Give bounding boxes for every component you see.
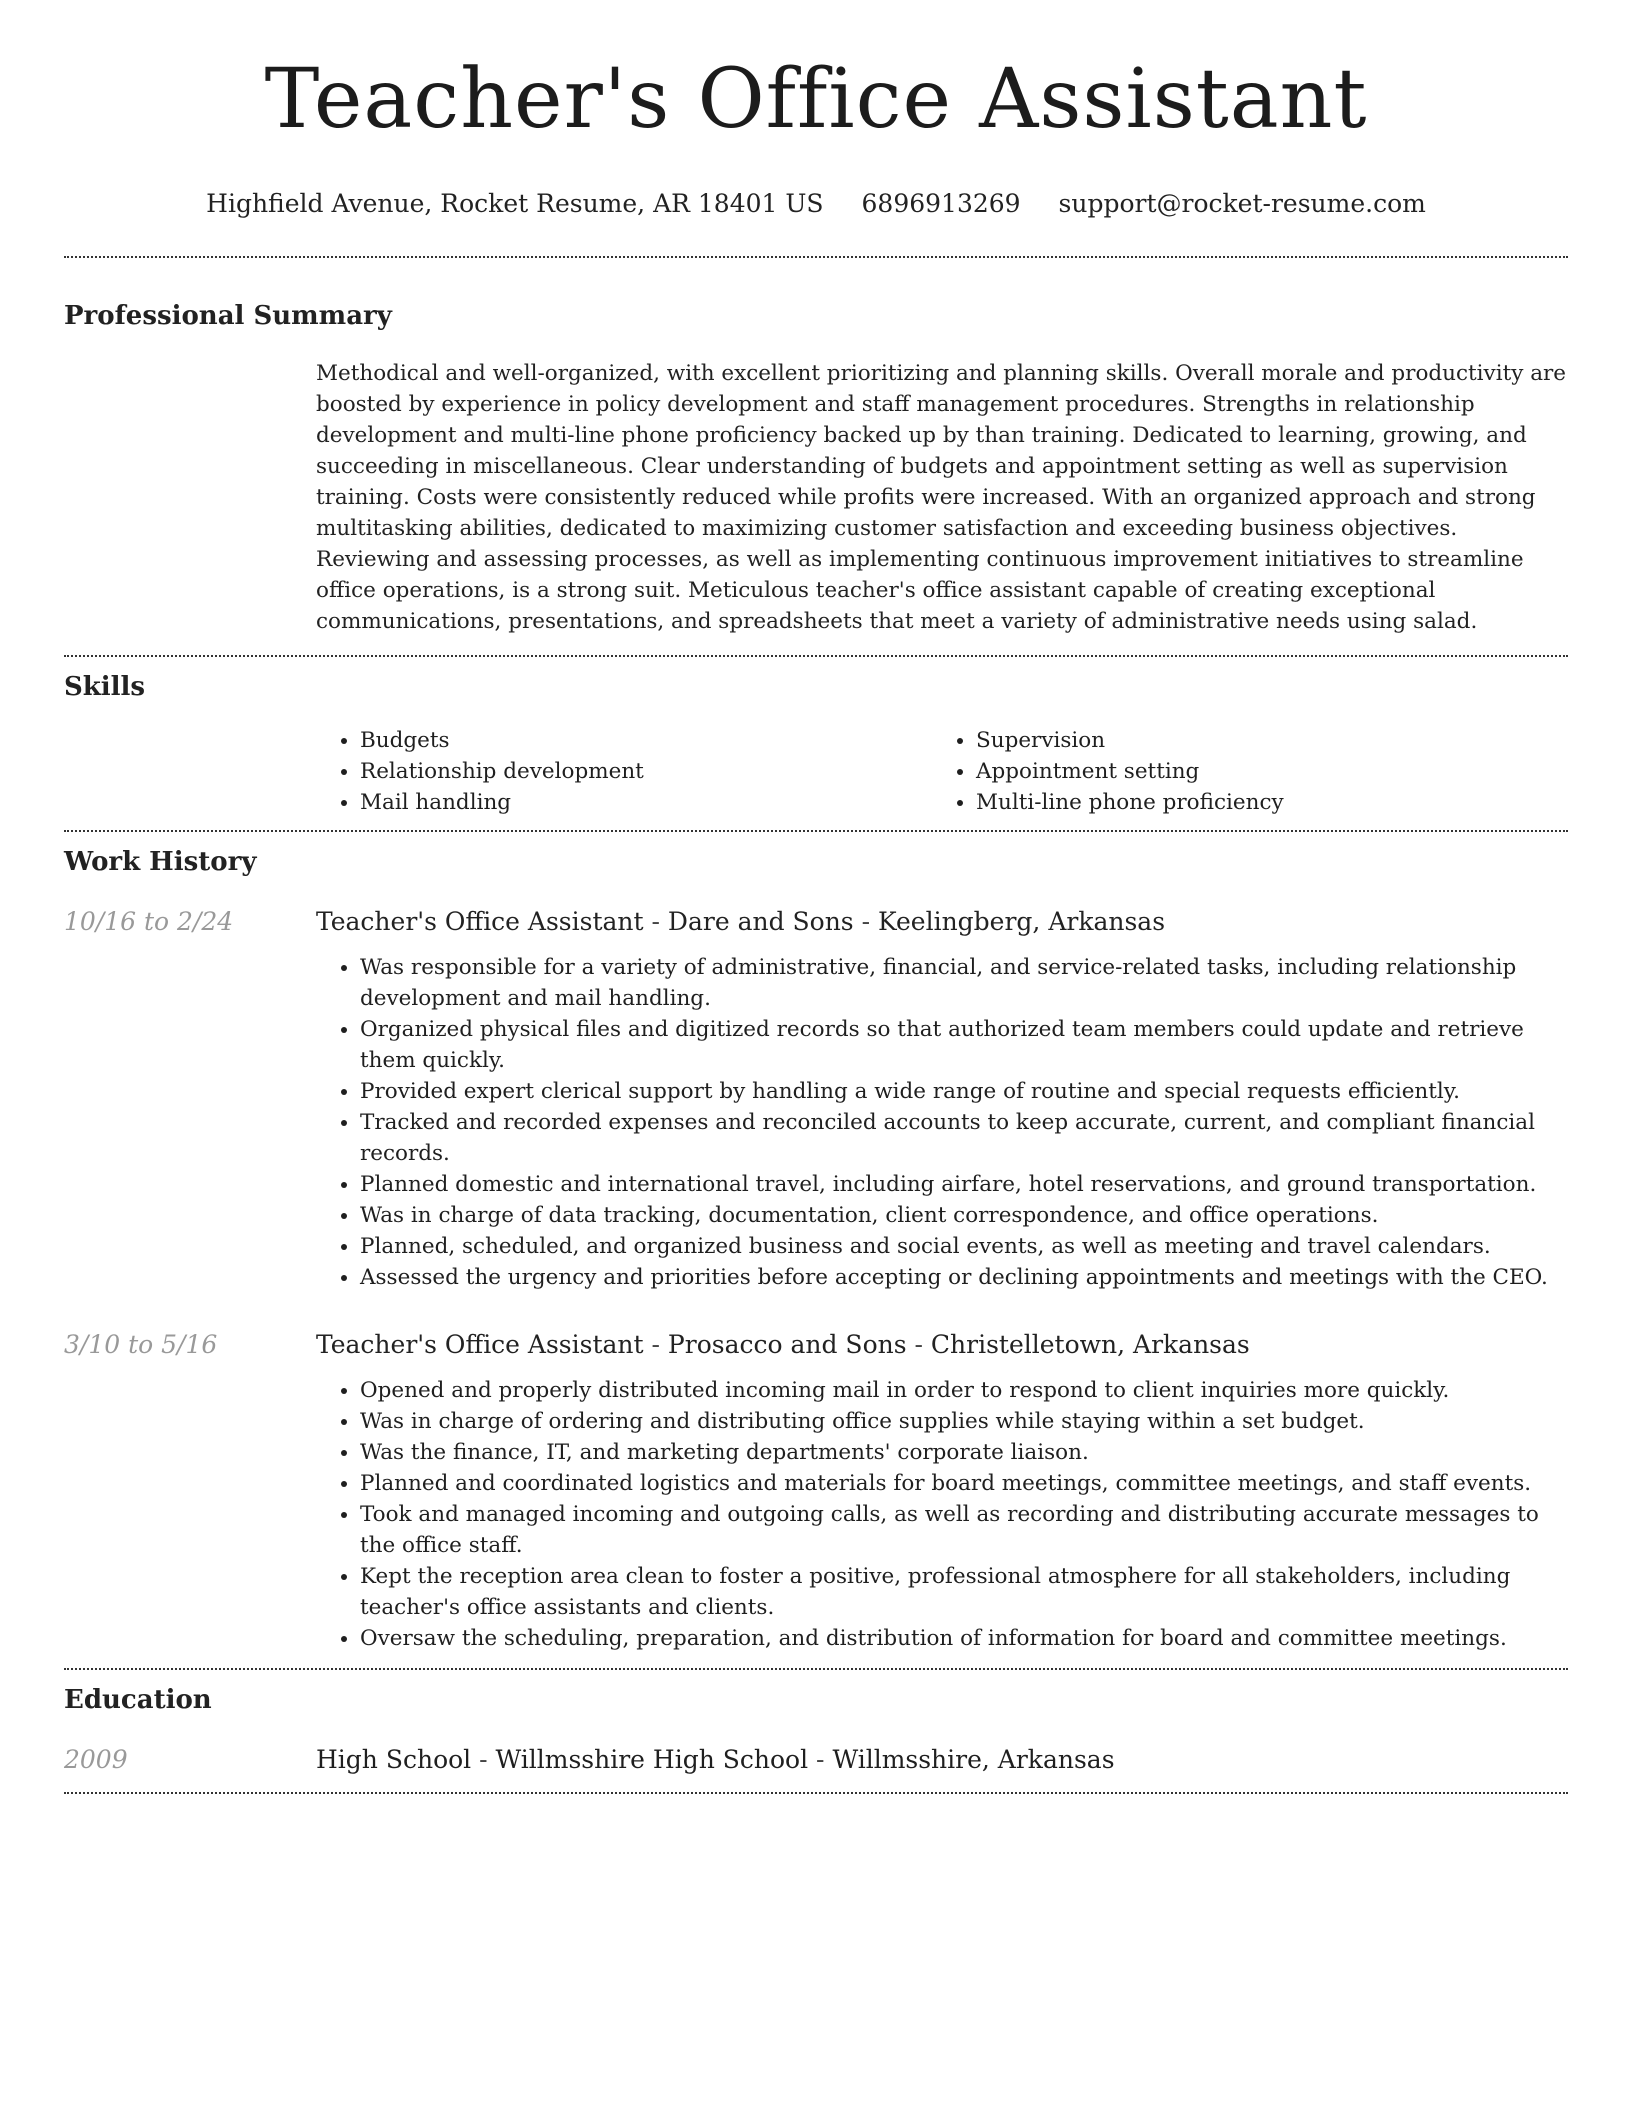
work-history-title: Work History <box>64 847 257 877</box>
skill-item: • Appointment setting <box>976 756 1548 787</box>
separator: - <box>643 907 668 936</box>
job-dates: 3/10 to 5/16 <box>64 1330 218 1359</box>
job-bullet: • Was in charge of ordering and distributing office supplies while staying within a set budget. <box>360 1406 1568 1437</box>
skill-item: • Budgets <box>360 725 932 756</box>
skill-item: • Mail handling <box>360 787 932 818</box>
job-bullets <box>316 1375 1568 1654</box>
skill-item: • Relationship development <box>360 756 932 787</box>
job-bullet: • Was responsible for a variety of administrative, financial, and service-related tasks, including relationship development and mail handling. <box>360 952 1568 1014</box>
job-bullet: • Tracked and recorded expenses and reconciled accounts to keep accurate, current, and compliant financial records. <box>360 1107 1568 1169</box>
job-entry <box>64 904 1568 1293</box>
skills-column-left <box>316 725 932 818</box>
summary-text: Methodical and well-organized, with excellent prioritizing and planning skills. Overall morale and productivity are boosted by experience in policy development and staff management procedures. Strengths in relationship development and multi-line phone proficiency backed up by than training. Dedicated to learning, growing, and succeeding in miscellaneous. Clear understanding of budgets and appointment setting as well as supervision training. Costs were consistently reduced while profits were increased. With an organized approach and strong multitasking abilities, dedicated to maximizing customer satisfaction and exceeding business objectives. Reviewing and assessing processes, as well as implementing continuous improvement initiatives to streamline office operations, is a strong suit. Meticulous teacher's office assistant capable of creating exceptional communications, presentations, and spreadsheets that meet a variety of administrative needs using salad. <box>316 361 1567 634</box>
summary-title: Professional Summary <box>64 301 392 331</box>
job-bullet: • Was in charge of data tracking, documentation, client correspondence, and office operations. <box>360 1200 1568 1231</box>
address: Highfield Avenue, Rocket Resume, AR 18401 US <box>206 189 824 218</box>
job-position: Teacher's Office Assistant <box>316 907 644 936</box>
job-bullet: • Oversaw the scheduling, preparation, and distribution of information for board and committee meetings. <box>360 1623 1568 1654</box>
job-bullet: • Planned, scheduled, and organized business and social events, as well as meeting and travel calendars. <box>360 1231 1568 1262</box>
job-location: Keelingberg, Arkansas <box>877 907 1166 936</box>
contact-line <box>64 186 1568 222</box>
phone: 6896913269 <box>861 189 1021 218</box>
separator: - <box>808 1745 833 1774</box>
job-bullet: • Planned and coordinated logistics and materials for board meetings, committee meetings, and staff events. <box>360 1468 1568 1499</box>
divider <box>64 1792 1568 1794</box>
education-location: Willmsshire, Arkansas <box>832 1745 1115 1774</box>
job-location: Christelletown, Arkansas <box>930 1330 1250 1359</box>
job-bullet: • Planned domestic and international travel, including airfare, hotel reservations, and ground transportation. <box>360 1169 1568 1200</box>
email: support@rocket-resume.com <box>1058 189 1426 218</box>
job-heading <box>316 1327 1568 1363</box>
job-bullet: • Provided expert clerical support by handling a wide range of routine and special requests efficiently. <box>360 1076 1568 1107</box>
education-title: Education <box>64 1685 212 1715</box>
job-bullet: • Was the finance, IT, and marketing departments' corporate liaison. <box>360 1437 1568 1468</box>
education-entry <box>64 1742 1568 1778</box>
skill-item: • Supervision <box>976 725 1548 756</box>
skill-item: • Multi-line phone proficiency <box>976 787 1548 818</box>
job-company: Prosacco and Sons <box>667 1330 907 1359</box>
divider <box>64 1668 1568 1670</box>
separator: - <box>906 1330 931 1359</box>
job-bullet: • Kept the reception area clean to foster a positive, professional atmosphere for all stakeholders, including teacher's office assistants and clients. <box>360 1561 1568 1623</box>
skills-list <box>316 725 1568 818</box>
job-entry <box>64 1327 1568 1654</box>
job-bullet: • Took and managed incoming and outgoing calls, as well as recording and distributing accurate messages to the office staff. <box>360 1499 1568 1561</box>
divider <box>64 256 1568 258</box>
separator: - <box>643 1330 668 1359</box>
education-date: 2009 <box>64 1745 128 1774</box>
education-school: Willmsshire High School <box>495 1745 809 1774</box>
job-company: Dare and Sons <box>667 907 854 936</box>
skills-title: Skills <box>64 672 146 702</box>
job-position: Teacher's Office Assistant <box>316 1330 644 1359</box>
job-bullets <box>316 952 1568 1293</box>
job-bullet: • Organized physical files and digitized records so that authorized team members could update and retrieve them quickly. <box>360 1014 1568 1076</box>
job-heading <box>316 904 1568 940</box>
resume-name: Teacher's Office Assistant <box>264 52 1368 147</box>
separator: - <box>853 907 878 936</box>
separator: - <box>471 1745 496 1774</box>
education-degree: High School <box>316 1745 472 1774</box>
job-bullet: • Opened and properly distributed incoming mail in order to respond to client inquiries more quickly. <box>360 1375 1568 1406</box>
divider <box>64 830 1568 832</box>
job-bullet: • Assessed the urgency and priorities before accepting or declining appointments and meetings with the CEO. <box>360 1262 1568 1293</box>
job-dates: 10/16 to 2/24 <box>64 907 234 936</box>
education-heading <box>316 1742 1115 1778</box>
divider <box>64 655 1568 657</box>
skills-column-right <box>932 725 1548 818</box>
